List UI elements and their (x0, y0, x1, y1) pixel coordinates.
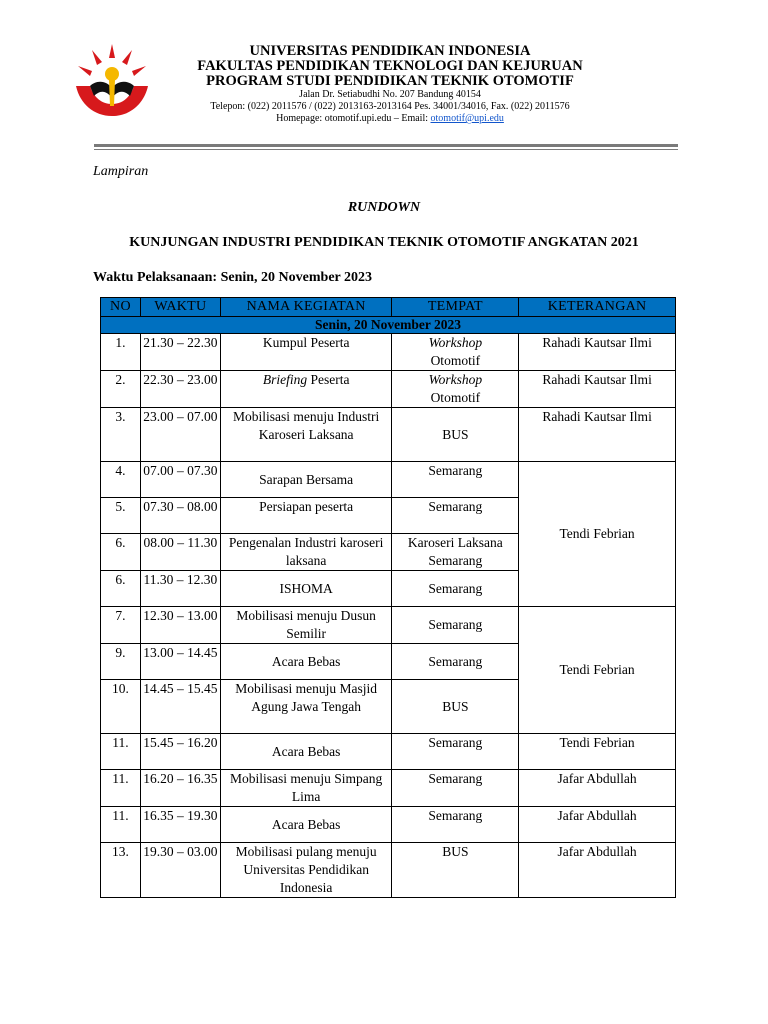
cell-tempat: Semarang (392, 734, 519, 770)
cell-kegiatan: Mobilisasi pulang menuju Universitas Pendidikan Indonesia (220, 843, 392, 898)
cell-waktu: 14.45 – 15.45 (140, 680, 220, 734)
tempat-text: Otomotif (430, 390, 481, 405)
table-row (101, 607, 676, 644)
cell-waktu: 13.00 – 14.45 (140, 644, 220, 680)
kegiatan-text: Peserta (310, 372, 350, 387)
cell-no: 6. (101, 571, 141, 607)
cell-waktu: 11.30 – 12.30 (140, 571, 220, 607)
cell-no: 4. (101, 462, 141, 498)
cell-tempat: Karoseri Laksana Semarang (392, 534, 519, 571)
cell-kegiatan: Mobilisasi menuju Simpang Lima (220, 770, 392, 807)
header-rule-thick (94, 144, 678, 147)
col-header-no: NO (101, 298, 141, 317)
cell-keterangan-merged: Tendi Febrian (519, 607, 676, 734)
cell-no: 9. (101, 644, 141, 680)
table-row (101, 462, 676, 498)
cell-tempat: Semarang (392, 644, 519, 680)
table-row (101, 807, 676, 843)
cell-tempat: Semarang (392, 571, 519, 607)
col-header-keterangan: KETERANGAN (519, 298, 676, 317)
col-header-waktu: WAKTU (140, 298, 220, 317)
homepage-text: Homepage: otomotif.upi.edu – Email: (276, 113, 431, 124)
cell-kegiatan: Kumpul Peserta (220, 334, 392, 371)
cell-kegiatan: Sarapan Bersama (220, 462, 392, 498)
cell-no: 5. (101, 498, 141, 534)
table-row (101, 843, 676, 898)
cell-waktu: 22.30 – 23.00 (140, 371, 220, 408)
cell-tempat: Semarang (392, 498, 519, 534)
header-rule-thin (94, 149, 678, 150)
cell-waktu: 08.00 – 11.30 (140, 534, 220, 571)
cell-waktu: 23.00 – 07.00 (140, 408, 220, 462)
cell-tempat (392, 334, 519, 371)
homepage-line (160, 113, 620, 125)
cell-kegiatan: Mobilisasi menuju Masjid Agung Jawa Tengah (220, 680, 392, 734)
day-label: Senin, 20 November 2023 (101, 317, 676, 334)
cell-no: 6. (101, 534, 141, 571)
address: Jalan Dr. Setiabudhi No. 207 Bandung 40154 (299, 89, 481, 100)
cell-kegiatan: Acara Bebas (220, 734, 392, 770)
cell-kegiatan: Acara Bebas (220, 807, 392, 843)
cell-waktu: 16.35 – 19.30 (140, 807, 220, 843)
university-name: UNIVERSITAS PENDIDIKAN INDONESIA (249, 43, 531, 59)
day-row (101, 317, 676, 334)
cell-kegiatan: ISHOMA (220, 571, 392, 607)
cell-no: 13. (101, 843, 141, 898)
phone: Telepon: (022) 2011576 / (022) 2013163-2013164 Pes. 34001/34016, Fax. (022) 2011576 (210, 101, 570, 112)
cell-no: 1. (101, 334, 141, 371)
cell-waktu: 07.00 – 07.30 (140, 462, 220, 498)
cell-kegiatan: Mobilisasi menuju Dusun Semilir (220, 607, 392, 644)
cell-tempat: BUS (392, 843, 519, 898)
cell-keterangan: Tendi Febrian (519, 734, 676, 770)
table-row (101, 334, 676, 371)
email-link[interactable]: otomotif@upi.edu (430, 113, 504, 124)
cell-no: 10. (101, 680, 141, 734)
table-row (101, 371, 676, 408)
rundown-table (100, 297, 676, 898)
cell-no: 3. (101, 408, 141, 462)
letterhead (160, 44, 620, 125)
cell-keterangan-merged: Tendi Febrian (519, 462, 676, 607)
tempat-italic: Workshop (428, 372, 483, 387)
tempat-italic: Workshop (428, 335, 483, 350)
tempat-text: Otomotif (430, 353, 481, 368)
program-name: PROGRAM STUDI PENDIDIKAN TEKNIK OTOMOTIF (206, 73, 574, 89)
cell-no: 11. (101, 807, 141, 843)
cell-tempat: Semarang (392, 770, 519, 807)
cell-kegiatan: Persiapan peserta (220, 498, 392, 534)
cell-waktu: 07.30 – 08.00 (140, 498, 220, 534)
cell-tempat: BUS (392, 680, 519, 734)
cell-no: 11. (101, 770, 141, 807)
cell-keterangan: Rahadi Kautsar Ilmi (519, 371, 676, 408)
cell-keterangan: Rahadi Kautsar Ilmi (519, 408, 676, 462)
cell-waktu: 21.30 – 22.30 (140, 334, 220, 371)
cell-keterangan: Jafar Abdullah (519, 843, 676, 898)
lampiran-label: Lampiran (93, 164, 149, 179)
table-row (101, 734, 676, 770)
cell-tempat: BUS (392, 408, 519, 462)
cell-keterangan: Rahadi Kautsar Ilmi (519, 334, 676, 371)
cell-kegiatan: Pengenalan Industri karoseri laksana (220, 534, 392, 571)
waktu-pelaksanaan: Waktu Pelaksanaan: Senin, 20 November 2023 (93, 270, 372, 285)
cell-waktu: 16.20 – 16.35 (140, 770, 220, 807)
cell-waktu: 15.45 – 16.20 (140, 734, 220, 770)
cell-tempat: Semarang (392, 807, 519, 843)
cell-no: 2. (101, 371, 141, 408)
document-title: RUNDOWN (347, 200, 421, 215)
cell-no: 7. (101, 607, 141, 644)
document-subtitle: KUNJUNGAN INDUSTRI PENDIDIKAN TEKNIK OTOMOTIF ANGKATAN 2021 (129, 235, 639, 250)
upi-logo (72, 40, 152, 120)
table-row (101, 408, 676, 462)
col-header-kegiatan: NAMA KEGIATAN (220, 298, 392, 317)
cell-tempat: Semarang (392, 462, 519, 498)
table-row (101, 770, 676, 807)
cell-tempat (392, 371, 519, 408)
cell-tempat: Semarang (392, 607, 519, 644)
cell-waktu: 19.30 – 03.00 (140, 843, 220, 898)
cell-waktu: 12.30 – 13.00 (140, 607, 220, 644)
cell-keterangan: Jafar Abdullah (519, 770, 676, 807)
cell-no: 11. (101, 734, 141, 770)
kegiatan-italic: Briefing (262, 372, 308, 387)
cell-keterangan: Jafar Abdullah (519, 807, 676, 843)
table-header-row (101, 298, 676, 317)
cell-kegiatan: Acara Bebas (220, 644, 392, 680)
col-header-tempat: TEMPAT (392, 298, 519, 317)
faculty-name: FAKULTAS PENDIDIKAN TEKNOLOGI DAN KEJURUAN (197, 58, 583, 74)
cell-kegiatan: Mobilisasi menuju Industri Karoseri Laksana (220, 408, 392, 462)
cell-kegiatan (220, 371, 392, 408)
